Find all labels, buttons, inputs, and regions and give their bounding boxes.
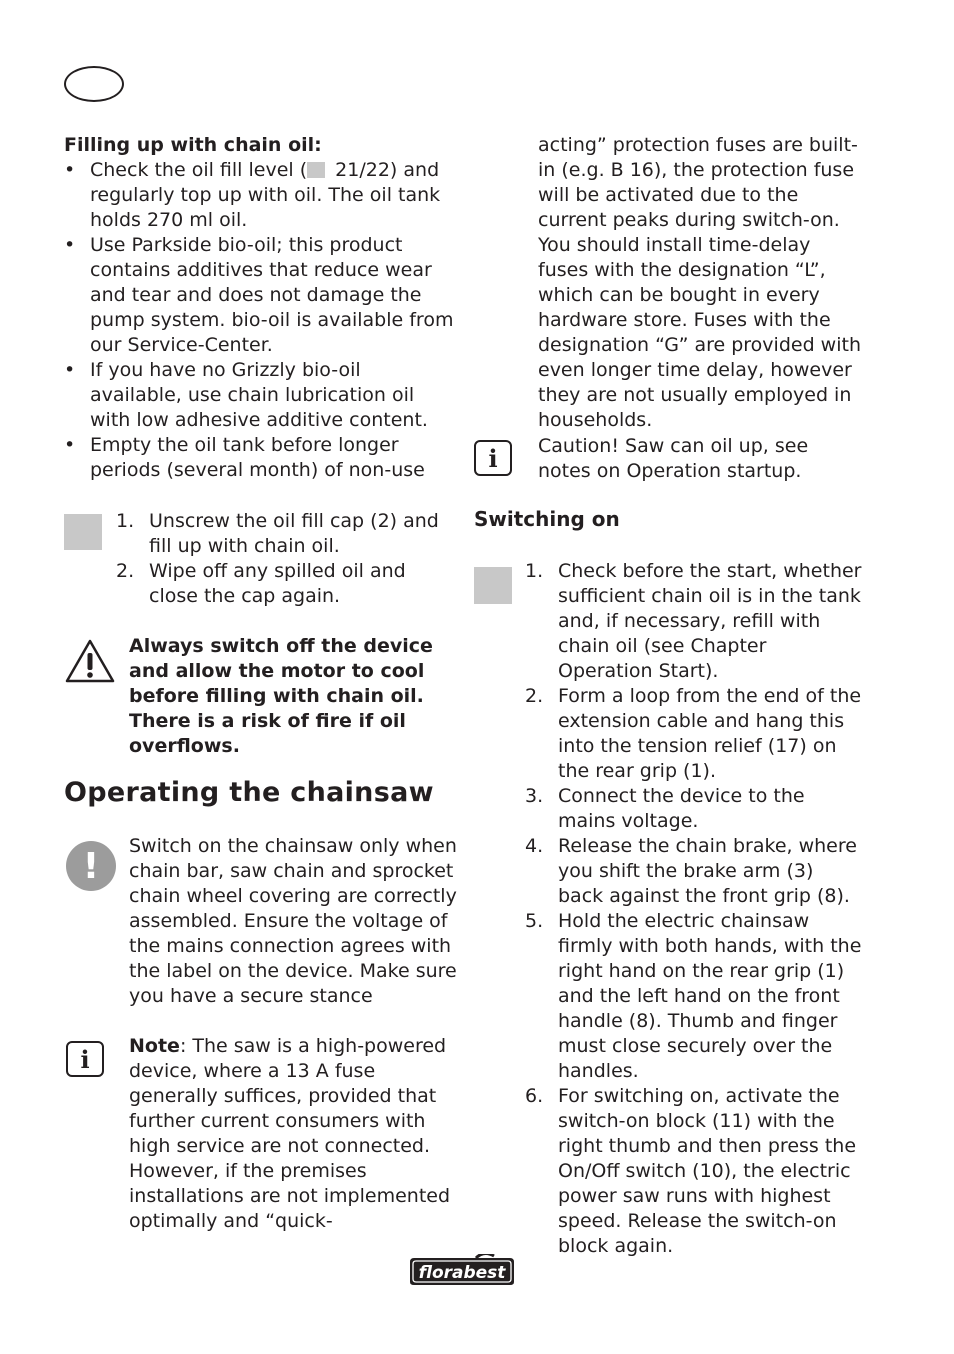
warning-text: Always switch off the device and allow the motor to cool before filling with chain oil. There is a risk of fire if oil overflows. bbox=[129, 635, 433, 757]
caution-icon: ! bbox=[66, 841, 116, 891]
list-item: 1. Check before the start, whether sufficient chain oil is in the tank and, if necessary, refill with chain oil (see Chapter Operation Start). bbox=[525, 560, 862, 682]
filling-bullet-list bbox=[64, 158, 454, 483]
note-text: : The saw is a high-powered device, where a 13 A fuse generally suffices, provided that further current consumers with high service are not connected. However, if the premises installations are not implemented optimally and “quick- bbox=[129, 1035, 451, 1232]
filling-section bbox=[64, 133, 454, 483]
instruction-icon bbox=[64, 514, 102, 550]
instruction-icon bbox=[474, 567, 512, 604]
list-item: 1. Unscrew the oil fill cap (2) and fill up with chain oil. bbox=[116, 510, 439, 557]
info-text: Caution! Saw can oil up, see notes on Operation startup. bbox=[538, 435, 809, 482]
list-item: • Use Parkside bio-oil; this product contains additives that reduce wear and tear and does not damage the pump system. bio-oil is available from our Service-Center. bbox=[64, 233, 454, 358]
switching-heading: Switching on bbox=[474, 507, 620, 531]
switching-steps bbox=[525, 559, 863, 1259]
figure-reference-icon bbox=[307, 162, 325, 178]
list-item: • If you have no Grizzly bio-oil available, use chain lubrication oil with low adhesive additive content. bbox=[64, 358, 454, 433]
numbered-list bbox=[116, 509, 456, 609]
list-item: 4. Release the chain brake, where you shift the brake arm (3) back against the front grip (8). bbox=[525, 835, 857, 907]
filling-heading: Filling up with chain oil: bbox=[64, 134, 322, 156]
list-item: 2. Form a loop from the end of the extension cable and hang this into the tension relief (17) on the rear grip (1). bbox=[525, 685, 862, 782]
list-item: 3. Connect the device to the mains voltage. bbox=[525, 785, 805, 832]
note-paragraph bbox=[129, 1034, 459, 1234]
list-item: 5. Hold the electric chainsaw firmly with both hands, with the right hand on the rear grip (1) and the left hand on the front handle (8). Thumb and finger must close securely over the handles. bbox=[525, 910, 862, 1082]
list-item: 2. Wipe off any spilled oil and close the cap again. bbox=[116, 560, 406, 607]
info-icon: i bbox=[66, 1041, 104, 1077]
section-title: Operating the chainsaw bbox=[64, 777, 434, 808]
numbered-list bbox=[525, 559, 863, 1259]
note-label: Note bbox=[129, 1035, 180, 1057]
florabest-logo bbox=[406, 1254, 518, 1288]
language-indicator bbox=[64, 66, 124, 102]
continued-text: acting” protection fuses are built-in (e.g. B 16), the protection fuse will be activated due to the current peaks during switch-on. You should install time-delay fuses with the designation “L”, which can be bought in every hardware store. Fuses with the designation “G” are provided with even longer time delay, however they are not usually employed in households. bbox=[538, 134, 861, 431]
info-icon: i bbox=[474, 440, 512, 476]
oil-fill-steps bbox=[116, 509, 456, 609]
svg-text:florabest: florabest bbox=[418, 1263, 506, 1283]
list-item: 6. For switching on, activate the switch-on block (11) with the right thumb and then press the On/Off switch (10), the electric power saw runs with highest speed. Release the switch-on block again. bbox=[525, 1085, 857, 1257]
caution-text: Switch on the chainsaw only when chain bar, saw chain and sprocket chain wheel covering are correctly assembled. Ensure the voltage of the mains connection agrees with the label on the device. Make sure you have a secure stance bbox=[129, 835, 457, 1007]
list-item: • Empty the oil tank before longer periods (several month) of non-use bbox=[64, 433, 454, 483]
list-item: • Check the oil fill level ( 21/22) and regularly top up with oil. The oil tank holds 270 ml oil. bbox=[64, 158, 454, 233]
warning-triangle-icon bbox=[64, 638, 116, 684]
